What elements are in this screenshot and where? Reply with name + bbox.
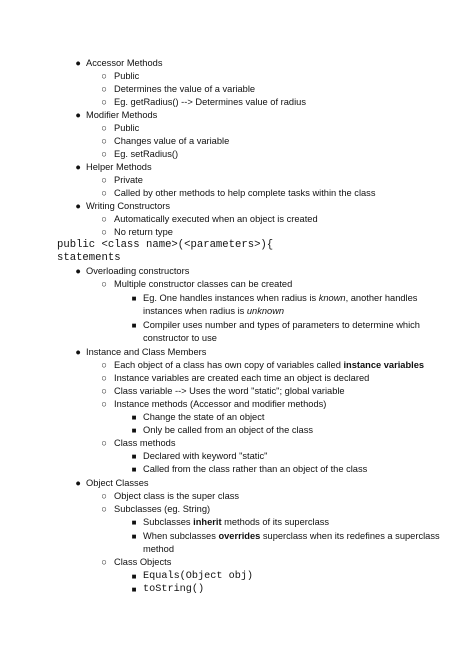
bullet-circle: ○: [101, 97, 107, 107]
heading-modifier-methods: Modifier Methods: [86, 110, 158, 120]
list-item: Changes value of a variable: [114, 136, 230, 146]
bullet-circle: ○: [101, 557, 107, 567]
heading-accessor-methods: Accessor Methods: [86, 58, 163, 68]
bullet-circle: ○: [101, 175, 107, 185]
list-item: Called from the class rather than an object of the class: [143, 464, 368, 474]
list-item-continuation: constructor to use: [143, 333, 217, 343]
list-item: Eg. setRadius(): [114, 149, 179, 159]
list-item: Subclasses inherit methods of its superclass: [143, 517, 330, 527]
heading-writing-constructors: Writing Constructors: [86, 201, 171, 211]
list-item: Called by other methods to help complete tasks within the class: [114, 188, 376, 198]
list-item: Eg. One handles instances when radius is known, another handles: [143, 293, 418, 303]
code-statements: statements: [57, 252, 121, 264]
bullet-dot: ●: [75, 478, 81, 488]
list-item: Class Objects: [114, 557, 172, 567]
code-equals: Equals(Object obj): [143, 571, 254, 582]
bullet-square: ■: [131, 413, 137, 422]
bullet-circle: ○: [101, 386, 107, 396]
bullet-dot: ●: [75, 110, 81, 120]
list-item-continuation: method: [143, 544, 175, 554]
bullet-circle: ○: [101, 360, 107, 370]
bullet-square: ■: [131, 518, 137, 527]
bullet-square: ■: [131, 465, 137, 474]
bullet-square: ■: [131, 572, 137, 581]
list-item: Change the state of an object: [143, 412, 265, 422]
list-item: Declared with keyword "static": [143, 451, 268, 461]
heading-overloading-constructors: Overloading constructors: [86, 266, 190, 276]
list-item: Private: [114, 175, 143, 185]
heading-helper-methods: Helper Methods: [86, 162, 152, 172]
bullet-square: ■: [131, 426, 137, 435]
heading-object-classes: Object Classes: [86, 478, 149, 488]
bullet-circle: ○: [101, 149, 107, 159]
bullet-dot: ●: [75, 58, 81, 68]
list-item: No return type: [114, 227, 173, 237]
list-item: Eg. getRadius() --> Determines value of radius: [114, 97, 306, 107]
list-item: Class methods: [114, 438, 176, 448]
list-item: Determines the value of a variable: [114, 84, 256, 94]
bullet-dot: ●: [75, 162, 81, 172]
list-item: Public: [114, 71, 140, 81]
list-item-continuation: instances when radius is unknown: [143, 306, 285, 316]
bullet-circle: ○: [101, 214, 107, 224]
bullet-square: ■: [131, 585, 137, 594]
bullet-dot: ●: [75, 201, 81, 211]
bullet-circle: ○: [101, 399, 107, 409]
list-item: Only be called from an object of the class: [143, 425, 314, 435]
bullet-circle: ○: [101, 84, 107, 94]
bullet-circle: ○: [101, 504, 107, 514]
bullet-dot: ●: [75, 266, 81, 276]
list-item: Automatically executed when an object is created: [114, 214, 318, 224]
bullet-circle: ○: [101, 71, 107, 81]
list-item: When subclasses overrides superclass when its redefines a superclass: [143, 531, 440, 541]
list-item: Subclasses (eg. String): [114, 504, 211, 514]
bullet-square: ■: [131, 452, 137, 461]
list-item: Public: [114, 123, 140, 133]
bullet-circle: ○: [101, 136, 107, 146]
bullet-circle: ○: [101, 438, 107, 448]
code-constructor-signature: public <class name>(<parameters>){: [57, 239, 274, 251]
list-item: Each object of a class has own copy of variables called instance variables: [114, 360, 425, 370]
bullet-circle: ○: [101, 227, 107, 237]
bullet-circle: ○: [101, 123, 107, 133]
bullet-square: ■: [131, 532, 137, 541]
bullet-dot: ●: [75, 347, 81, 357]
list-item: Compiler uses number and types of parameters to determine which: [143, 320, 420, 330]
list-item: Instance methods (Accessor and modifier methods): [114, 399, 327, 409]
heading-instance-class-members: Instance and Class Members: [86, 347, 207, 357]
list-item: Instance variables are created each time an object is declared: [114, 373, 370, 383]
list-item: Object class is the super class: [114, 491, 240, 501]
list-item: Class variable --> Uses the word "static"; global variable: [114, 386, 345, 396]
bullet-circle: ○: [101, 188, 107, 198]
bullet-circle: ○: [101, 491, 107, 501]
bullet-square: ■: [131, 321, 137, 330]
list-item: Multiple constructor classes can be created: [114, 279, 293, 289]
bullet-circle: ○: [101, 279, 107, 289]
bullet-square: ■: [131, 294, 137, 303]
bullet-circle: ○: [101, 373, 107, 383]
code-tostring: toString(): [143, 584, 205, 595]
